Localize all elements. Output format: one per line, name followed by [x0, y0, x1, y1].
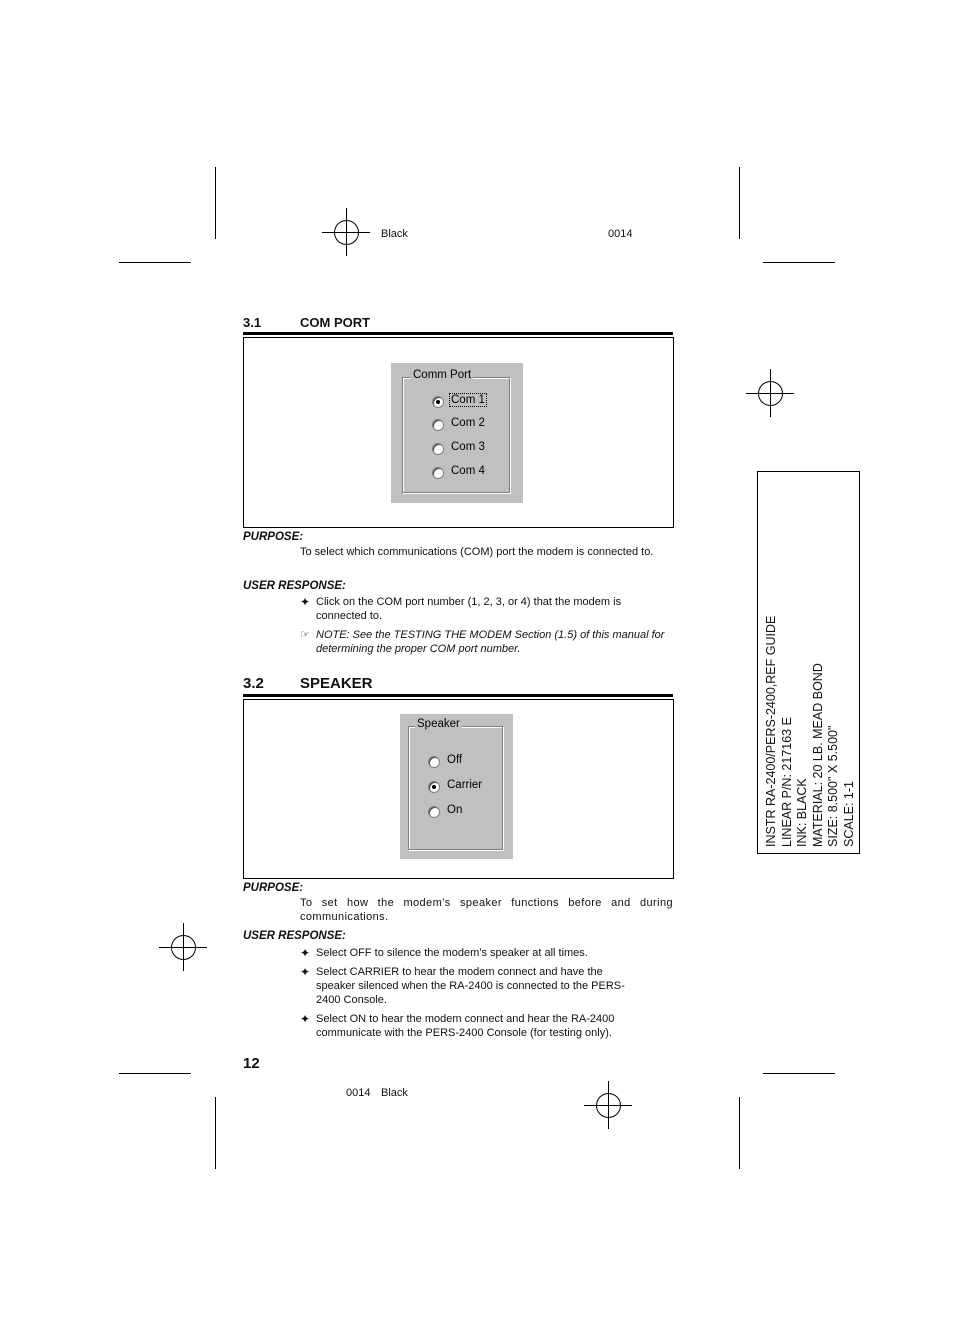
spec-line: INSTR RA-2400/PERS-2400,REF GUIDE [764, 615, 778, 847]
speaker-dialog [400, 714, 513, 859]
response-bullet [300, 946, 673, 960]
radio-button[interactable] [432, 419, 444, 431]
star-bullet-icon: ✦ [300, 965, 311, 979]
note-text: NOTE: See the TESTING THE MODEM Section (1.5) of this manual for determining the proper COM port number. [316, 629, 665, 655]
registration-mark-icon [584, 1081, 632, 1129]
user-response-label: USER RESPONSE: [243, 580, 346, 592]
group-title: Comm Port [413, 369, 472, 381]
radio-button[interactable] [432, 467, 444, 479]
crop-mark [739, 1097, 740, 1169]
crop-mark [739, 167, 740, 239]
spec-line: SCALE: 1-1 [841, 780, 856, 847]
registration-mark-icon [746, 369, 794, 417]
crop-mark [763, 1073, 835, 1074]
user-response-label: USER RESPONSE: [243, 930, 346, 942]
radio-button[interactable] [432, 443, 444, 455]
purpose-text: To set how the modem’s speaker functions before and during communications. [300, 897, 673, 923]
radio-label: Carrier [447, 779, 483, 791]
section-title: SPEAKER [300, 675, 373, 692]
radio-selected-dot [432, 785, 436, 789]
registration-mark-icon [322, 208, 370, 256]
spec-line: SIZE: 8.500" X 5.500" [826, 725, 840, 847]
registration-mark-icon [159, 923, 207, 971]
radio-button[interactable] [432, 396, 444, 408]
bullet-text: Select CARRIER to hear the modem connect and have the speaker silenced when the RA-2400 is connected to the PERS-2400 Console. [316, 966, 625, 1006]
pointing-hand-icon: ☞ [300, 629, 310, 641]
crop-mark [119, 262, 191, 263]
comm-port-dialog [391, 363, 523, 503]
radio-selected-dot [436, 400, 440, 404]
radio-label: Com 1 [451, 394, 485, 406]
spec-line: INK: BLACK [795, 778, 809, 847]
radio-button[interactable] [428, 781, 440, 793]
spec-block [757, 471, 860, 854]
spec-text [764, 466, 865, 847]
spec-line: MATERIAL: 20 LB. MEAD BOND [810, 663, 825, 847]
radio-button[interactable] [428, 806, 440, 818]
page-number: 12 [243, 1055, 260, 1072]
response-bullet [300, 595, 660, 623]
star-bullet-icon: ✦ [300, 946, 311, 960]
section-number: 3.1 [243, 315, 262, 330]
bullet-text: Click on the COM port number (1, 2, 3, or 4) that the modem is connected to. [316, 596, 622, 622]
crop-mark [763, 262, 835, 263]
radio-label: Com 2 [451, 417, 485, 429]
radio-label: Off [447, 754, 463, 766]
purpose-label: PURPOSE: [243, 882, 304, 894]
print-code-label: 0014 [608, 228, 633, 240]
section-rule [243, 332, 673, 335]
radio-label: Com 4 [451, 465, 485, 477]
crop-mark [119, 1073, 191, 1074]
bullet-text: Select ON to hear the modem connect and hear the RA-2400 communicate with the PERS-2400 Console (for testing only). [316, 1013, 615, 1039]
radio-button[interactable] [428, 756, 440, 768]
crop-mark [215, 167, 216, 239]
note [300, 628, 673, 656]
print-color-label: Black [381, 1087, 408, 1099]
section-rule [243, 694, 673, 697]
spec-line: LINEAR P/N: 217163 E [779, 717, 794, 847]
group-title: Speaker [417, 718, 460, 730]
radio-label: On [447, 804, 463, 816]
section-title: COM PORT [300, 315, 371, 330]
bullet-text: Select OFF to silence the modem’s speaker at all times. [316, 947, 588, 959]
print-code-label: 0014 [346, 1087, 371, 1099]
star-bullet-icon: ✦ [300, 595, 311, 609]
print-color-label: Black [381, 228, 408, 240]
crop-mark [215, 1097, 216, 1169]
purpose-label: PURPOSE: [243, 531, 304, 543]
section-number: 3.2 [243, 675, 264, 692]
response-bullet [300, 1012, 645, 1040]
response-bullet [300, 965, 640, 1007]
radio-label: Com 3 [451, 441, 485, 453]
purpose-text: To select which communications (COM) port the modem is connected to. [300, 546, 654, 558]
star-bullet-icon: ✦ [300, 1012, 311, 1026]
